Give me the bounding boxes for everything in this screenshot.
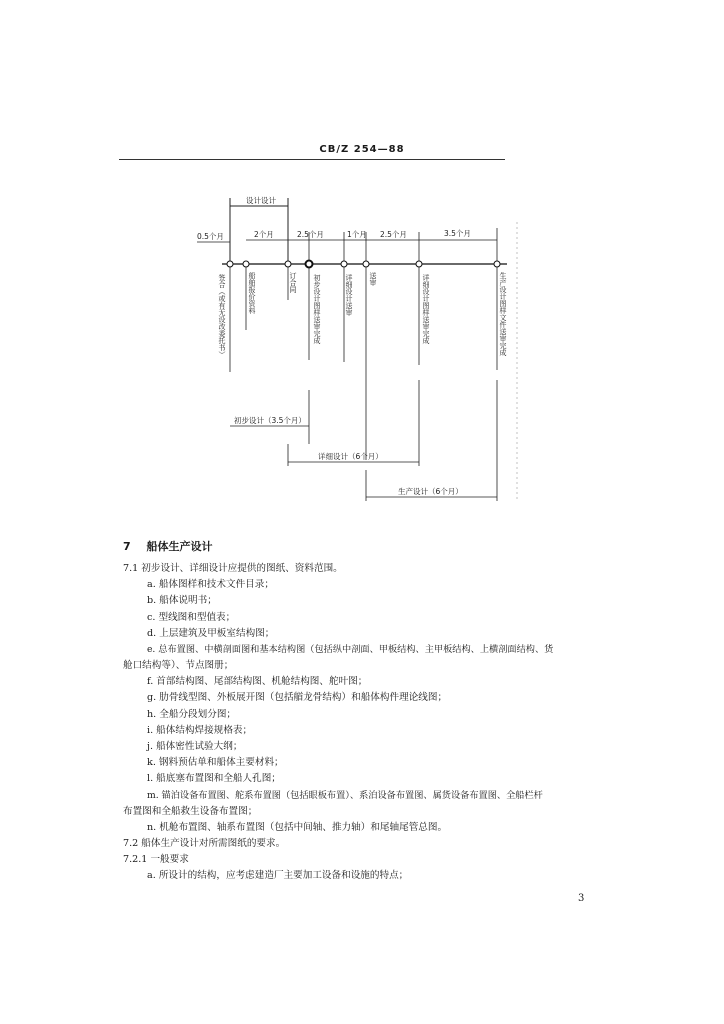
list-item: j. 船体密性试验大纲； [147, 741, 243, 752]
list-item: d. 上层建筑及甲板室结构图； [147, 628, 275, 639]
milestone-label: 签合（或有无设改委托书） [218, 274, 226, 358]
list-item: h. 全船分段划分图； [147, 709, 237, 720]
list-item: l. 船底塞布置图和全船人孔图； [147, 773, 281, 784]
duration-label: 2.5个月 [380, 230, 407, 239]
list-item: a. 船体图样和技术文件目录； [147, 579, 274, 590]
section-heading [123, 538, 213, 554]
list-item: n. 机舱布置图、轴系布置图（包括中间轴、推力轴）和尾轴尾管总图。 [147, 822, 448, 833]
list-item: f. 首部结构图、尾部结构图、机舱结构图、舵叶图； [147, 676, 368, 687]
document-code-header: CB/Z 254—88 [319, 144, 405, 155]
list-item: g. 肋骨线型图、外板展开图（包括艏龙骨结构）和船体构件理论线图； [147, 692, 448, 703]
milestone-label: 送审 [369, 272, 377, 286]
milestone-label: 船舶报价资料 [248, 272, 256, 314]
clause-line: 7.2.1 一般要求 [123, 854, 189, 865]
milestone-node [285, 261, 291, 267]
milestone-node [494, 261, 500, 267]
list-item: k. 钢料预估单和船体主要材料； [147, 757, 284, 768]
phase-label: 生产设计（6个月） [398, 487, 463, 496]
milestone-node [416, 261, 422, 267]
clause-line: 7.2 船体生产设计对所需图纸的要求。 [123, 838, 286, 849]
duration-label: 2.5个月 [297, 230, 324, 239]
milestone-node [227, 261, 233, 267]
duration-label: 1个月 [347, 230, 367, 239]
milestone-node [243, 261, 249, 267]
bracket-top-label: 设计设计 [246, 196, 276, 205]
clause-line: 7.1 初步设计、详细设计应提供的图纸、资料范围。 [123, 563, 343, 574]
list-item-continuation: 舱口结构等）、节点图册； [123, 660, 234, 671]
list-item: b. 船体说明书； [147, 595, 217, 606]
list-item-continuation: 布置图和全船救生设备布置图； [123, 806, 258, 817]
list-item: e. 总布置图、中横剖面图和基本结构图（包括纵中剖面、甲板结构、主甲板结构、上横剖面结构、货 [147, 644, 554, 655]
duration-label: 3.5个月 [444, 229, 471, 238]
list-item: i. 船体结构焊接规格表； [147, 725, 253, 736]
list-item: c. 型线图和型值表； [147, 612, 236, 623]
page-number: 3 [578, 893, 585, 904]
milestone-node [341, 261, 347, 267]
section-number: 7 [123, 540, 131, 553]
milestone-label: 生产设计图样文件送审完成 [499, 272, 507, 356]
milestone-label: 初步设计图样送审完成 [313, 274, 321, 344]
milestone-node [363, 261, 369, 267]
phase-label: 初步设计（3.5个月） [234, 416, 306, 425]
phase-label: 详细设计（6个月） [318, 452, 383, 461]
milestone-label: 详细设计图样送审完成 [422, 274, 430, 344]
list-item: a. 所设计的结构，应考虑建造厂主要加工设备和设施的特点； [147, 870, 409, 881]
milestone-label: 订合同 [289, 272, 297, 293]
milestone-label: 详细设计送审 [345, 274, 353, 316]
list-item: m. 锚泊设备布置图、舵系布置图（包括眼板布置）、系泊设备布置图、属货设备布置图、全船栏杆 [147, 790, 543, 801]
duration-label: 2个月 [254, 230, 274, 239]
milestone-node [306, 261, 313, 268]
section-title: 船体生产设计 [146, 540, 213, 553]
duration-label: 0.5个月 [197, 232, 224, 241]
